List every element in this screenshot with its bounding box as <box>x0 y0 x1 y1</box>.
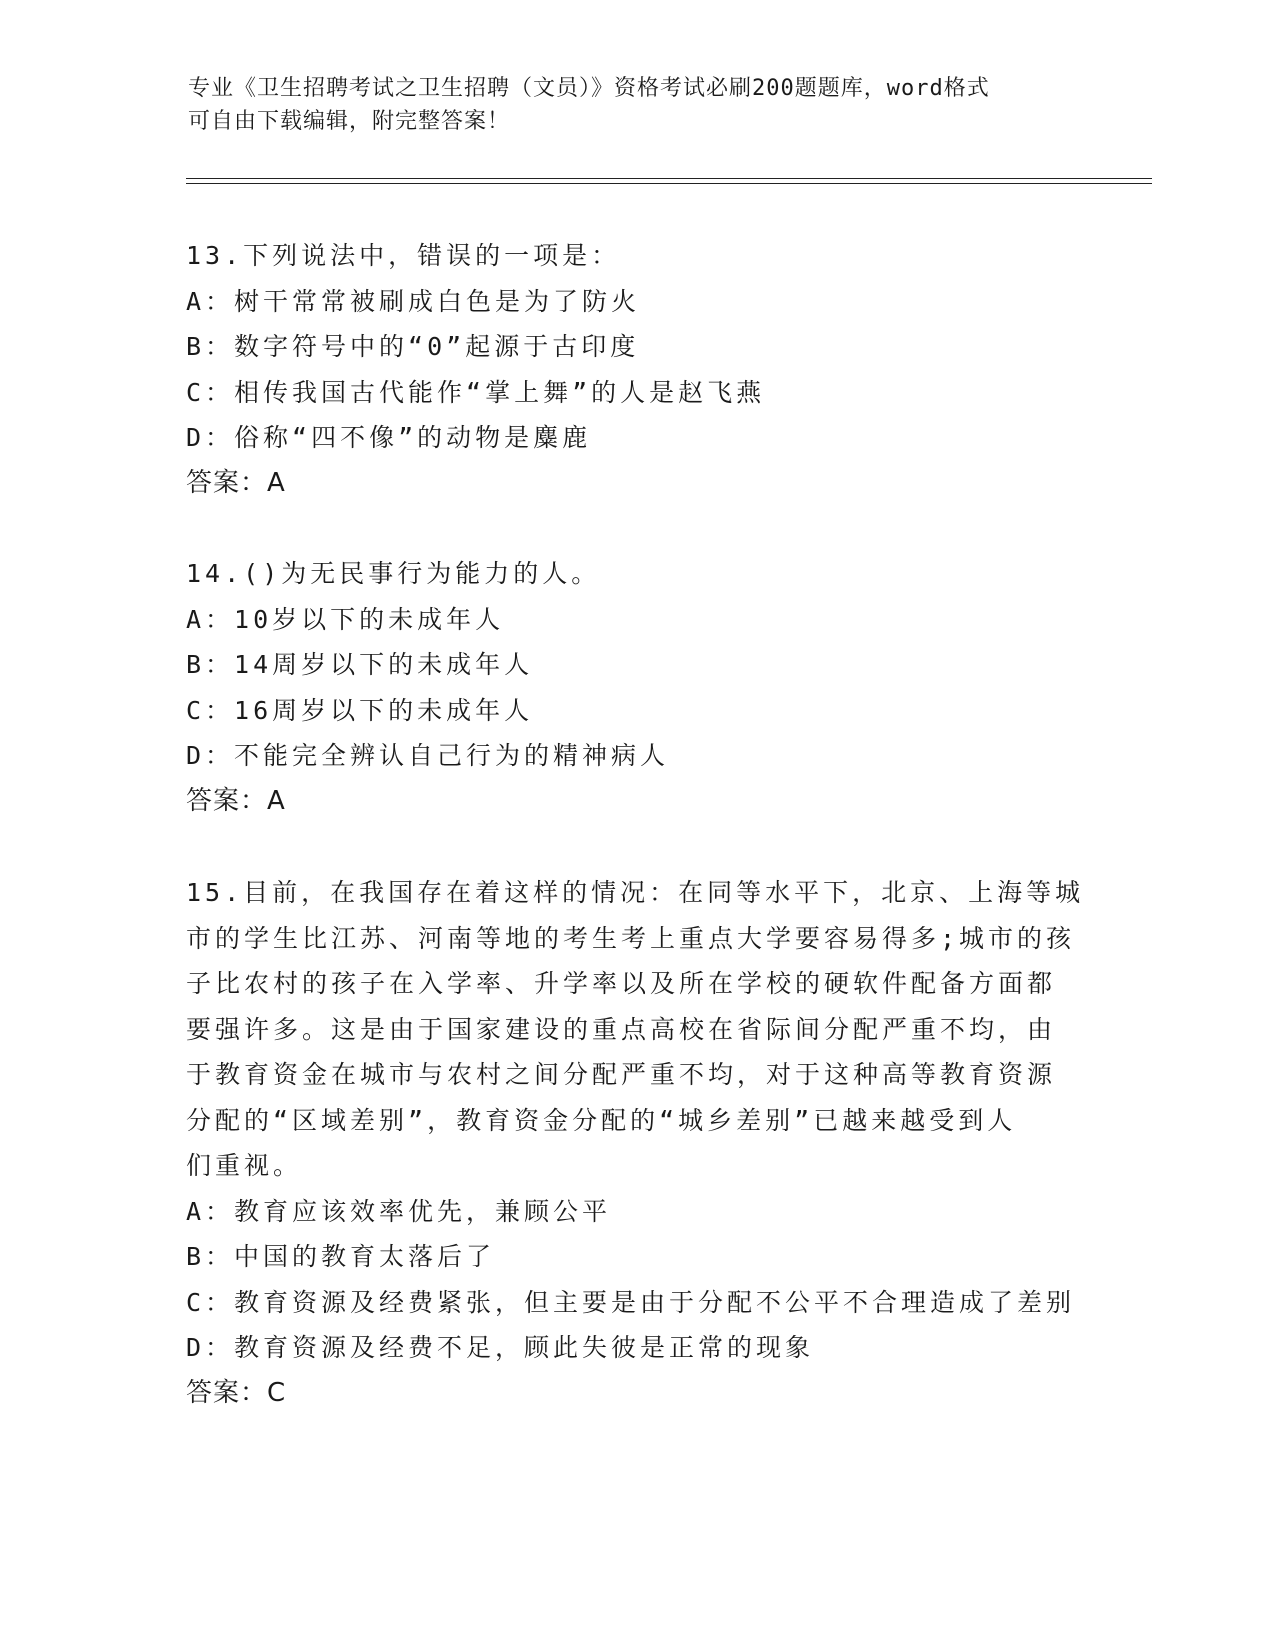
option-c: C：教育资源及经费紧张，但主要是由于分配不公平不合理造成了差别 <box>186 1287 1076 1317</box>
option-b: B：14周岁以下的未成年人 <box>186 650 534 679</box>
question-stem <box>186 233 1086 279</box>
header-divider-bottom <box>186 183 1152 184</box>
header-line-2: 可自由下载编辑，附完整答案！ <box>188 109 511 134</box>
option-a: A：10岁以下的未成年人 <box>186 604 505 634</box>
option-a: A：教育应该效率优先，兼顾公平 <box>186 1196 612 1226</box>
option-c: C：16周岁以下的未成年人 <box>186 695 534 725</box>
stem-line: 们重视。 <box>186 1151 303 1180</box>
document-header <box>188 72 1088 138</box>
stem-line: 于教育资金在城市与农村之间分配严重不均，对于这种高等教育资源 <box>186 1060 1057 1089</box>
question-stem <box>186 870 1086 1189</box>
option-b: B：中国的教育太落后了 <box>186 1242 496 1271</box>
answer-line: 答案：A <box>186 785 286 816</box>
option-d: D：俗称“四不像”的动物是麋鹿 <box>186 423 592 452</box>
option-d: D：教育资源及经费不足，顾此失彼是正常的现象 <box>186 1333 815 1362</box>
stem-line: 市的学生比江苏、河南等地的考生考上重点大学要容易得多;城市的孩 <box>186 923 1076 953</box>
answer-line: 答案：A <box>186 467 286 498</box>
header-divider-top <box>186 178 1152 179</box>
question-15 <box>186 870 1086 1416</box>
stem-line: 15.目前，在我国存在着这样的情况：在同等水平下，北京、上海等城 <box>186 878 1085 907</box>
question-stem <box>186 551 1086 597</box>
option-d: D：不能完全辨认自己行为的精神病人 <box>186 741 670 770</box>
option-a: A：树干常常被刷成白色是为了防火 <box>186 286 641 316</box>
stem-line: 要强许多。这是由于国家建设的重点高校在省际间分配严重不均，由 <box>186 1014 1057 1044</box>
stem-line: 13.下列说法中，错误的一项是： <box>186 241 621 270</box>
stem-line: 14.()为无民事行为能力的人。 <box>186 559 601 588</box>
answer-line: 答案：C <box>186 1377 287 1408</box>
question-14 <box>186 551 1086 824</box>
option-c: C：相传我国古代能作“掌上舞”的人是赵飞燕 <box>186 377 766 407</box>
question-13 <box>186 233 1086 506</box>
stem-line: 分配的“区域差别”，教育资金分配的“城乡差别”已越来越受到人 <box>186 1105 1017 1135</box>
stem-line: 子比农村的孩子在入学率、升学率以及所在学校的硬软件配备方面都 <box>186 969 1057 998</box>
option-b: B：数字符号中的“0”起源于古印度 <box>186 332 640 361</box>
header-line-1: 专业《卫生招聘考试之卫生招聘（文员）》资格考试必刷200题题库，word格式 <box>188 76 990 101</box>
